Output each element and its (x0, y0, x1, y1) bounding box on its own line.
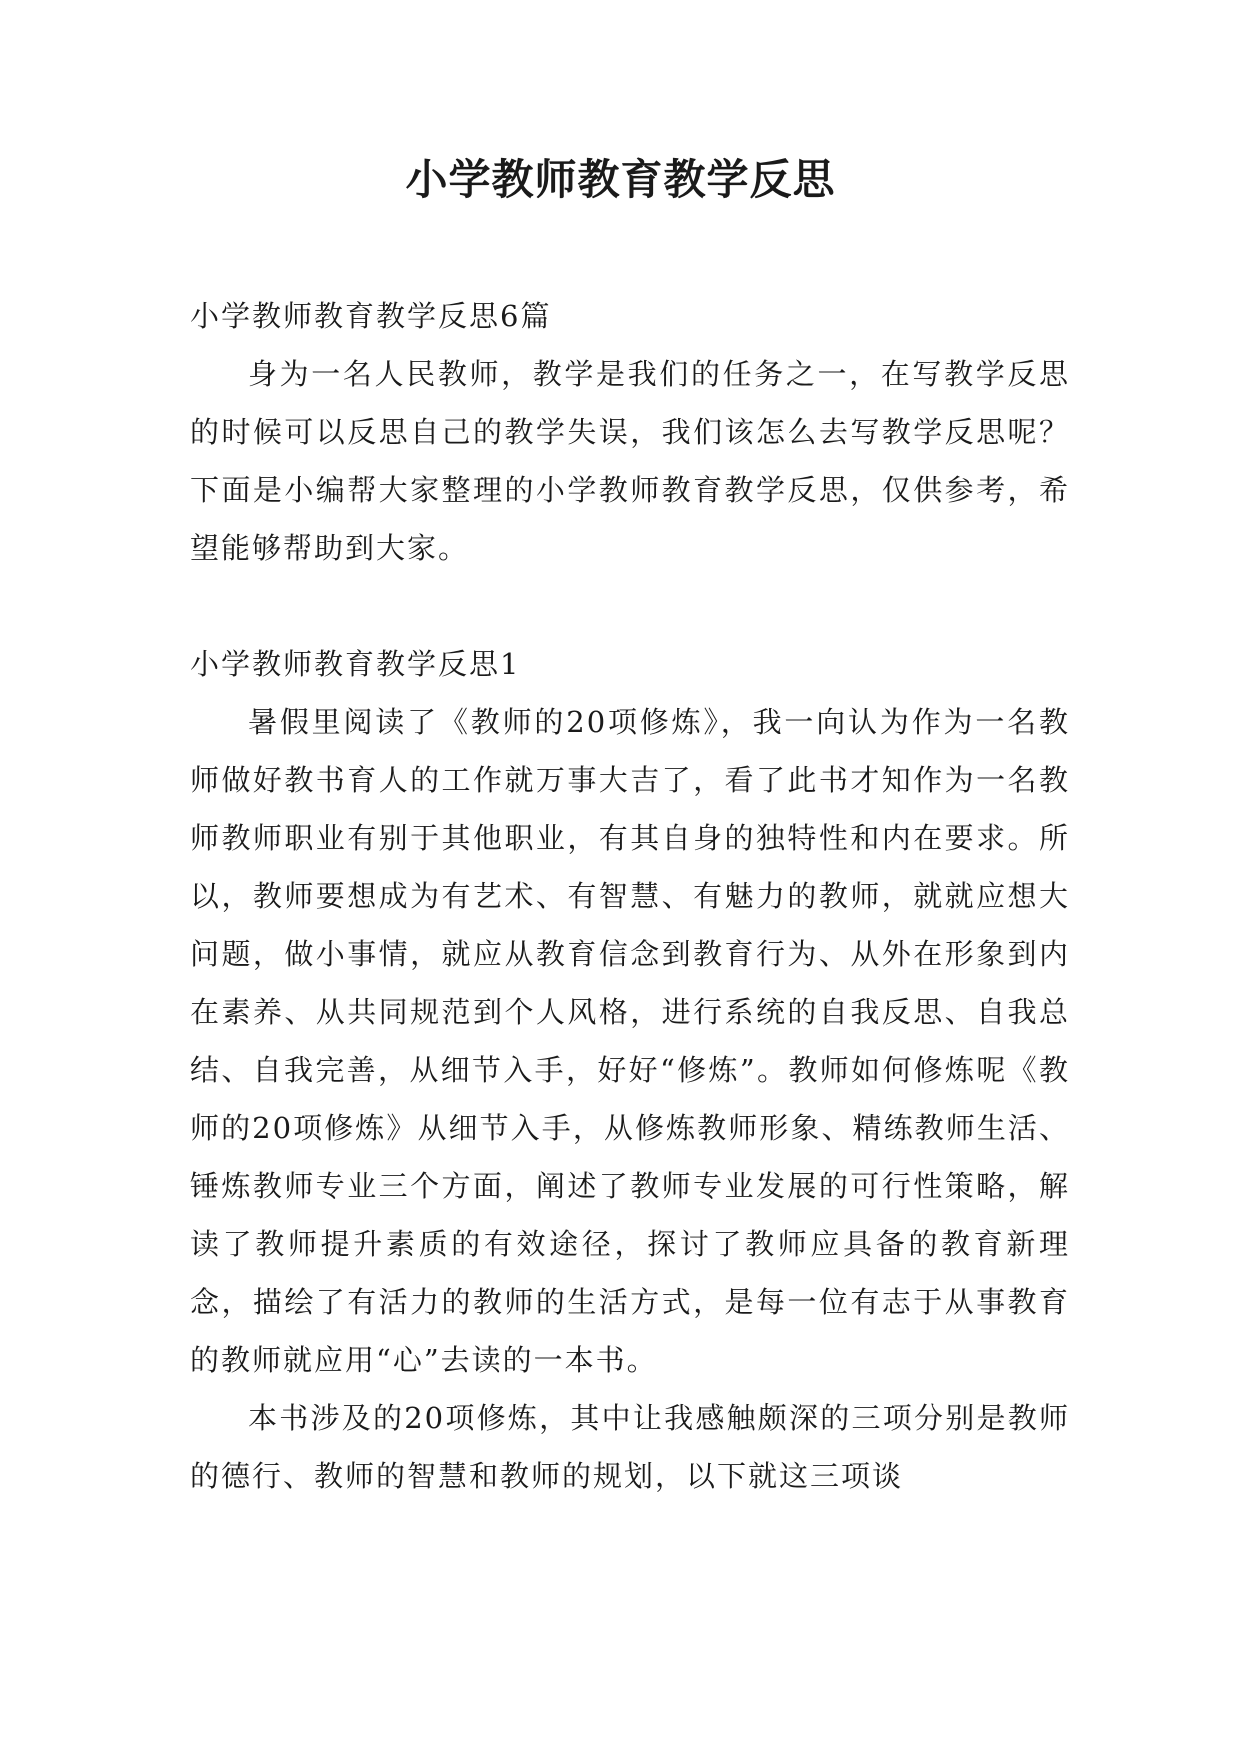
intro-section (190, 345, 1070, 577)
document-subtitle: 小学教师教育教学反思6篇 (190, 299, 552, 333)
intro-paragraph: 身为一名人民教师，教学是我们的任务之一，在写教学反思的时候可以反思自己的教学失误，我们该怎么去写教学反思呢？下面是小编帮大家整理的小学教师教育教学反思，仅供参考，希望能够帮助到大家。 (190, 357, 1070, 565)
section-body (190, 693, 1070, 1505)
section-heading: 小学教师教育教学反思1 (190, 647, 521, 681)
section-paragraph: 本书涉及的20项修炼，其中让我感触颇深的三项分别是教师的德行、教师的智慧和教师的规划，以下就这三项谈 (190, 1401, 1070, 1493)
section-paragraph: 暑假里阅读了《教师的20项修炼》，我一向认为作为一名教师做好教书育人的工作就万事大吉了，看了此书才知作为一名教师教师职业有别于其他职业，有其自身的独特性和内在要求。所以，教师要想成为有艺术、有智慧、有魅力的教师，就就应想大问题，做小事情，就应从教育信念到教育行为、从外在形象到内在素养、从共同规范到个人风格，进行系统的自我反思、自我总结、自我完善，从细节入手，好好“修炼”。教师如何修炼呢《教师的20项修炼》从细节入手，从修炼教师形象、精练教师生活、锤炼教师专业三个方面，阐述了教师专业发展的可行性策略，解读了教师提升素质的有效途径，探讨了教师应具备的教育新理念，描绘了有活力的教师的生活方式，是每一位有志于从事教育的教师就应用“心”去读的一本书。 (190, 705, 1070, 1377)
document-title: 小学教师教育教学反思 (405, 155, 836, 204)
